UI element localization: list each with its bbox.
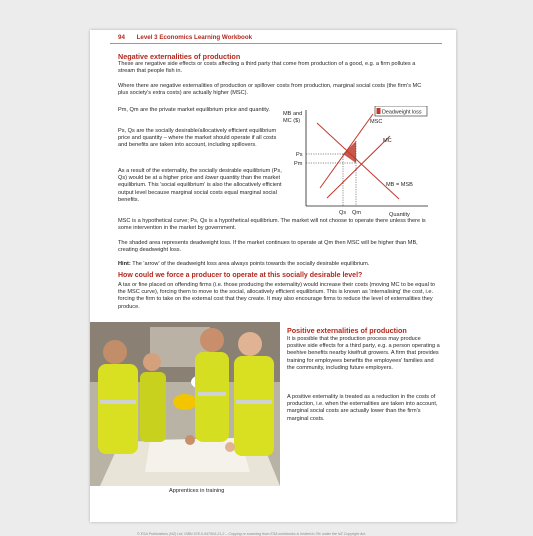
paragraph-positive-side-effects: It is possible that the production process may produce positive side effects for a third party, e.g. a person operating a beehive benefits nearby kiwifruit growers. A firm that provides training for employees benefits the employees' families and the community, including future employers.: [287, 336, 440, 371]
tick-pm: Pm: [294, 161, 303, 167]
tick-qs: Qs: [339, 210, 347, 216]
mb-label: MB = MSB: [386, 182, 413, 188]
heading-positive-externalities: Positive externalities of production: [287, 326, 407, 335]
paragraph-shaded-area: The shaded area represents deadweight loss. If the market continues to operate at Qm then MSC will be higher than MB, creating deadweight loss.: [118, 240, 418, 254]
mc-curve: [327, 136, 390, 198]
paragraph-market-equilibrium: Pm, Qm are the private market equilibrium price and quantity.: [118, 107, 270, 113]
book-title: Level 3 Economics Learning Workbook: [136, 34, 253, 41]
paragraph-externality-result: As a result of the externality, the socially desirable equilibrium (Ps, Qs) would be at a higher price and lower quantity than the market equilibrium. This 'social equilibrium' is also the allocatively efficient output level because marginal social costs equal marginal social benefits.: [118, 168, 282, 203]
paragraph-spillover: Where there are negative externalities of production or spillover costs from production, marginal social costs (the firm's MC plus society's extra costs) are actually higher (MSC).: [118, 83, 422, 97]
apprentices-illustration: [90, 322, 280, 486]
mc-label: MC: [383, 138, 392, 144]
legend-label: Deadweight loss: [382, 109, 422, 116]
paragraph-msc-hypothetical: MSC is a hypothetical curve; Ps, Qs is a hypothetical equilibrium. The market will not choose to operate there unless there is some intervention in the market by government.: [118, 218, 426, 232]
tick-qm: Qm: [352, 210, 362, 216]
tick-ps: Ps: [296, 152, 303, 158]
x-axis-label: Quantity: [389, 212, 410, 218]
paragraph-positive-reduction: A positive externality is treated as a reduction in the costs of production, i.e. when the externalities are taken into account, marginal social costs are actually lower than the firm's marginal costs.: [287, 394, 438, 422]
heading-force-producer: How could we force a producer to operate at this socially desirable level?: [118, 272, 363, 279]
externality-chart: [282, 106, 432, 220]
header-divider: [110, 43, 442, 44]
paragraph-social-equilibrium: Ps, Qs are the socially desirable/allocatively efficient equilibrium price and quantity – where the market should operate if all costs and benefits are taken into account, including spillovers.: [118, 128, 277, 149]
heading-negative-externalities: Negative externalities of production: [118, 52, 241, 61]
paragraph-hint: Hint: The 'arrow' of the deadweight loss area always points towards the socially desirable equilibrium.: [118, 261, 370, 267]
y-axis-label-line1: MB and: [283, 111, 303, 117]
workbook-page: [90, 30, 456, 536]
legend-color: [377, 108, 381, 114]
msc-label: MSC: [370, 119, 383, 125]
page-header: [118, 34, 252, 41]
paragraph-tax-fine: A tax or fine placed on offending firms (i.e. those producing the externality) would increase their costs (moving MC to be equal to the MSC curve), forcing them to move to the social, allocatively efficient equilibrium. This is known as 'internalising' the cost, i.e. forcing the firm to take on the external cost that they create. It may also encourage firms to reduce the level of externalities they produce.: [118, 282, 436, 310]
page-number: 94: [118, 34, 125, 41]
photo-caption: Apprentices in training: [169, 488, 225, 494]
y-axis-label-line2: MC ($): [283, 118, 301, 124]
paragraph-definition: These are negative side effects or costs affecting a third party that come from production of a good, e.g. a firm pollutes a stream that people fish in.: [118, 61, 416, 75]
copyright-footer: © ESA Publications (NZ) Ltd, ISBN 978-0-947504-21-2 – Copying or scanning from ESA workbooks is limited to 3% under the NZ Copyright Act.: [137, 532, 367, 536]
apprentices-photo: [90, 322, 280, 486]
